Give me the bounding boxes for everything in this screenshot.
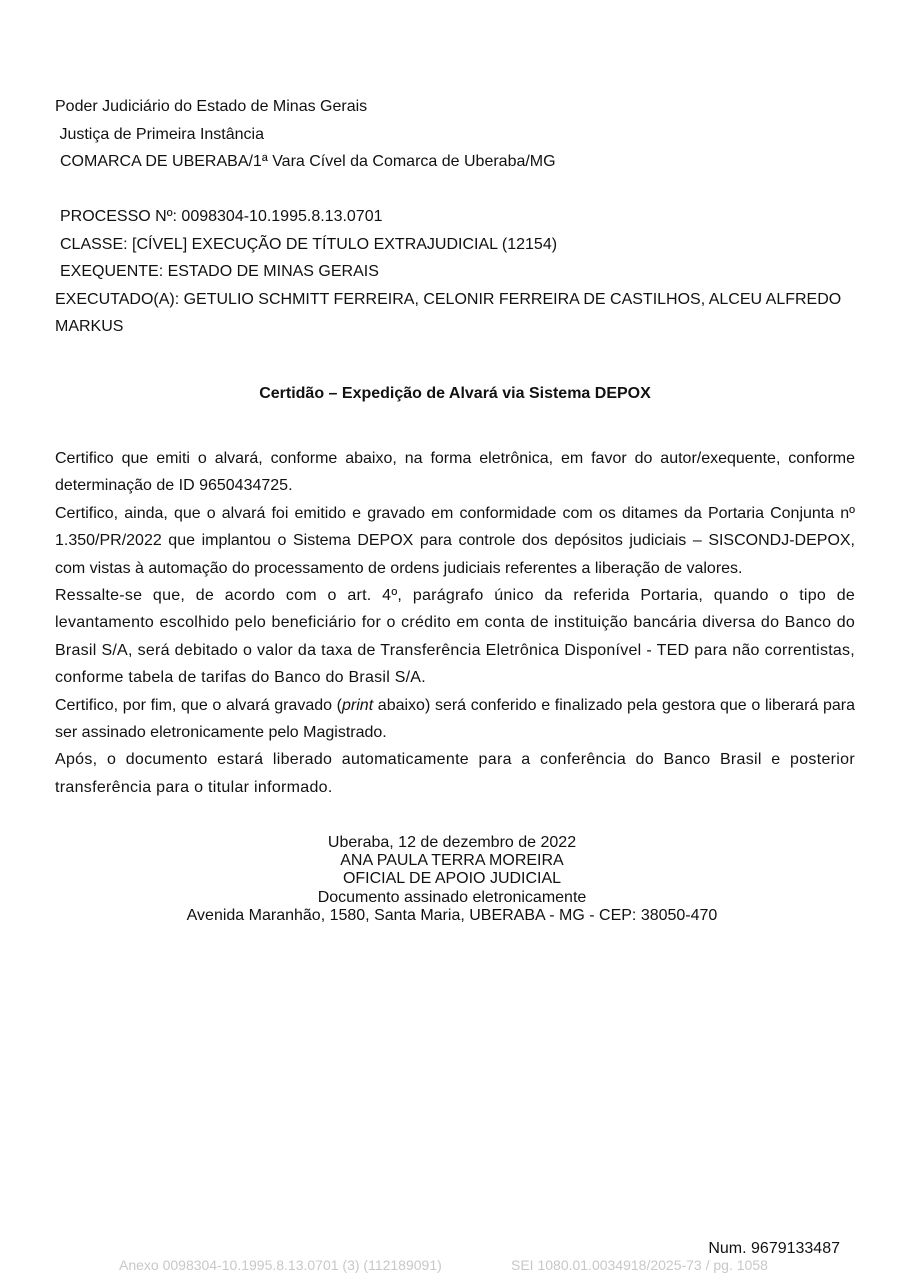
executado-line: EXECUTADO(A): GETULIO SCHMITT FERREIRA, CELONIR FERREIRA DE CASTILHOS, ALCEU ALFREDO MARKUS: [55, 290, 842, 335]
sei-reference: SEI 1080.01.0034918/2025-73 / pg. 1058: [511, 1257, 768, 1273]
signer-role: OFICIAL DE APOIO JUDICIAL: [342, 870, 562, 888]
paragraph-1: Certifico que emiti o alvará, conforme abaixo, na forma eletrônica, em favor do autor/exequente, conforme determinação de ID 9650434725.: [55, 450, 855, 495]
paragraph-4: [55, 692, 855, 747]
paragraph-4-start: Certifico, por fim, que o alvará gravado (: [55, 696, 343, 714]
document-title: Certidão – Expedição de Alvará via Sistema DEPOX: [259, 385, 651, 402]
place-date: Uberaba, 12 de dezembro de 2022: [327, 834, 577, 851]
header-spacer: [55, 176, 855, 204]
paragraph-4-end: abaixo) será conferido e finalizado pela gestora que o liberará para ser assinado eletronicamente pelo Magistrado.: [55, 696, 855, 742]
document-number: Num. 9679133487: [708, 1240, 840, 1257]
court-address: Avenida Maranhão, 1580, Santa Maria, UBERABA - MG - CEP: 38050-470: [186, 906, 718, 924]
comarca-line: COMARCA DE UBERABA/1ª Vara Cível da Comarca de Uberaba/MG: [60, 153, 556, 170]
paragraph-3: Ressalte-se que, de acordo com o art. 4º, parágrafo único da referida Portaria, quando o tipo de levantamento escolhido pelo beneficiário for o crédito em conta de instituição bancária diversa do Banco do Brasil S/A, será debitado o valor da taxa de Transferência Eletrônica Disponível - TED para não correntistas, conforme tabela de tarifas do Banco do Brasil S/A.: [55, 587, 855, 687]
court-name: Poder Judiciário do Estado de Minas Gerais: [55, 98, 368, 115]
signature-note: Documento assinado eletronicamente: [317, 888, 587, 906]
processo-classe: CLASSE: [CÍVEL] EXECUÇÃO DE TÍTULO EXTRAJUDICIAL (12154): [60, 235, 558, 253]
paragraph-4-italic: print: [342, 696, 374, 714]
certificate-body: [55, 445, 855, 801]
signature-block: [0, 834, 904, 925]
court-instance: Justiça de Primeira Instância: [55, 125, 264, 143]
paragraph-2: Certifico, ainda, que o alvará foi emitido e gravado em conformidade com os ditames da Portaria Conjunta nº 1.350/PR/2022 que implantou o Sistema DEPOX para controle dos depósitos judiciais – SISCONDJ-DEPOX, com vistas à automação do processamento de ordens judiciais referentes a liberação de valores.: [55, 504, 855, 577]
processo-number: PROCESSO Nº: 0098304-10.1995.8.13.0701: [60, 208, 383, 225]
exequente-line: EXEQUENTE: ESTADO DE MINAS GERAIS: [60, 263, 379, 280]
annex-reference: Anexo 0098304-10.1995.8.13.0701 (3) (112189091): [119, 1257, 442, 1273]
paragraph-5: Após, o documento estará liberado automaticamente para a conferência do Banco Brasil e posterior transferência para o titular informado.: [55, 751, 855, 796]
document-header: [55, 93, 855, 341]
signer-name: ANA PAULA TERRA MOREIRA: [340, 852, 564, 870]
